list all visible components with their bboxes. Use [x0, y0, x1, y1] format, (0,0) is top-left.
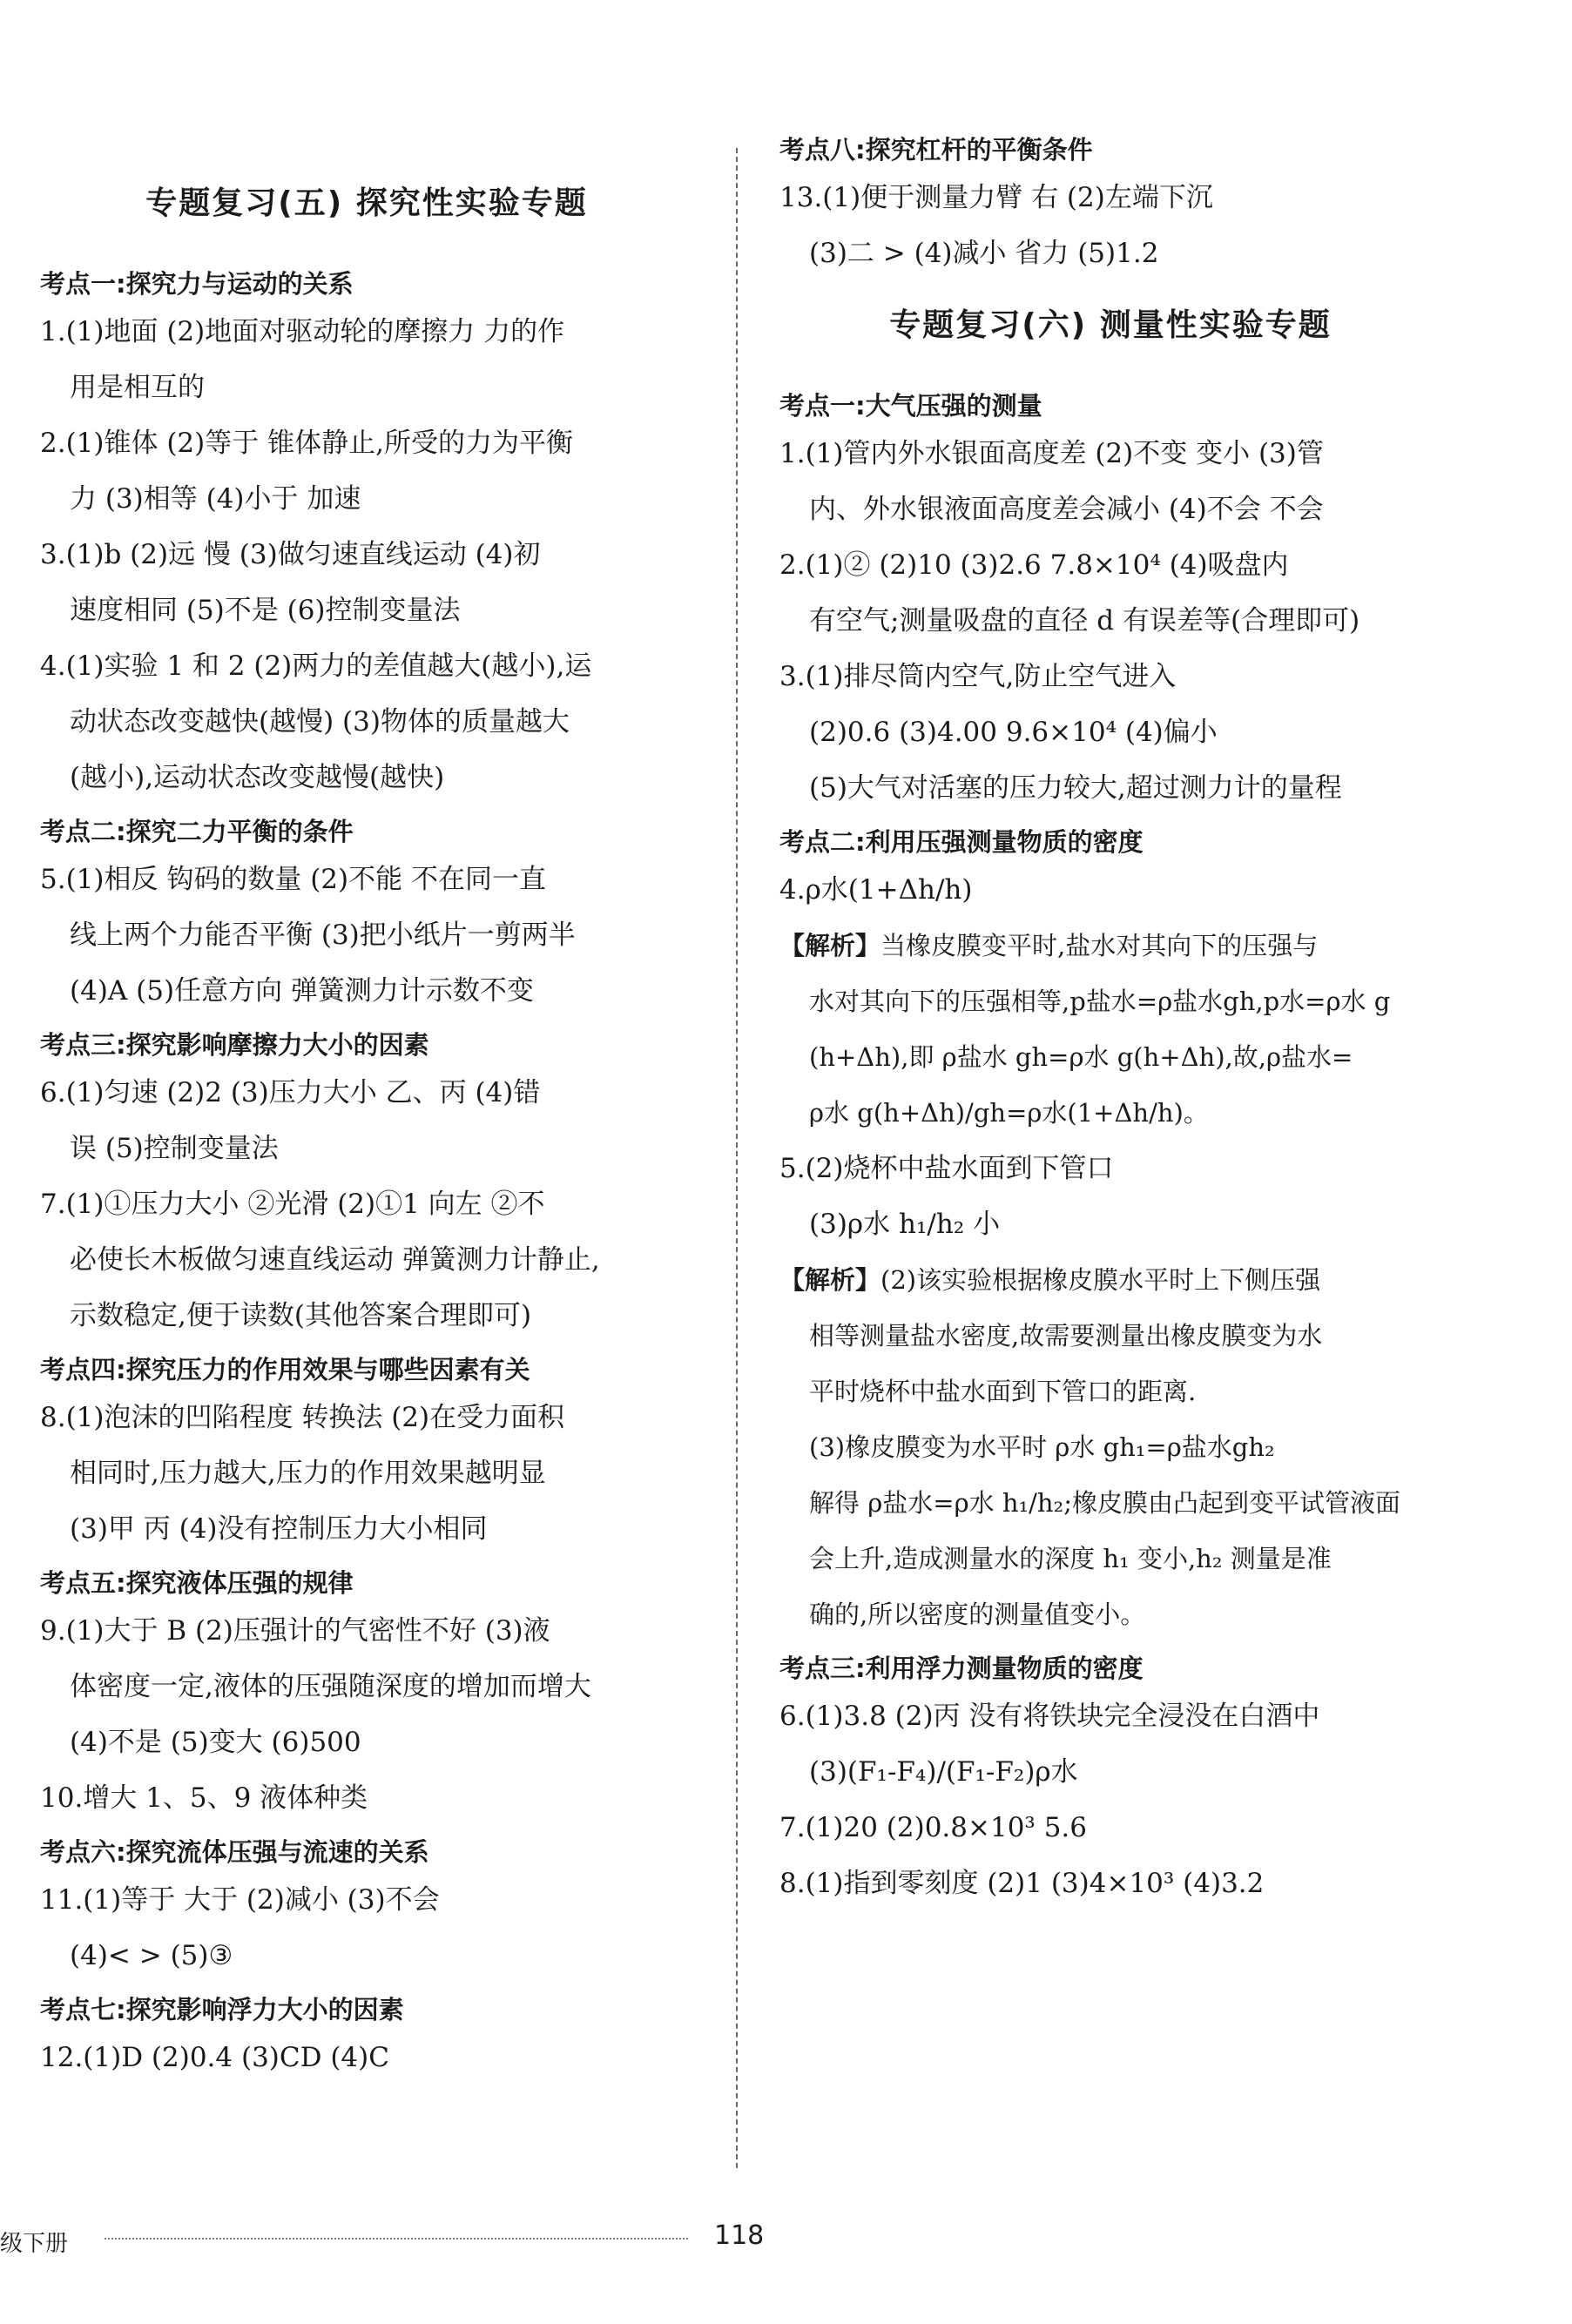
answer-continuation: (4)< > (5)③: [70, 1940, 233, 1971]
answer-continuation: 速度相同 (5)不是 (6)控制变量法: [70, 595, 461, 626]
answer-continuation: 内、外水银液面高度差会减小 (4)不会 不会: [809, 494, 1324, 525]
column-divider: [736, 148, 738, 2168]
answer-item: 5.(1)相反 钩码的数量 (2)不能 不在同一直: [40, 864, 546, 895]
answer-item: 7.(1)①压力大小 ②光滑 (2)①1 向左 ②不: [40, 1189, 545, 1220]
analysis-continuation: 确的,所以密度的测量值变小。: [809, 1600, 1146, 1629]
answer-continuation: 有空气;测量吸盘的直径 d 有误差等(合理即可): [809, 605, 1360, 637]
answer-item: 10.增大 1、5、9 液体种类: [40, 1782, 368, 1814]
analysis-continuation: 解得 ρ盐水=ρ水 h₁/h₂;橡皮膜由凸起到变平试管液面: [809, 1488, 1400, 1518]
page-number: 118: [714, 2220, 765, 2251]
analysis-continuation: 会上升,造成测量水的深度 h₁ 变小,h₂ 测量是准: [809, 1544, 1332, 1573]
answer-continuation: 误 (5)控制变量法: [70, 1133, 279, 1164]
section-heading: 考点八:探究杠杆的平衡条件: [779, 135, 1093, 165]
answer-item: 7.(1)20 (2)0.8×10³ 5.6: [779, 1812, 1088, 1843]
answer-item: 12.(1)D (2)0.4 (3)CD (4)C: [40, 2042, 389, 2073]
section-heading: 考点二:探究二力平衡的条件: [40, 817, 354, 846]
answer-continuation: (3)(F₁-F₄)/(F₁-F₂)ρ水: [809, 1756, 1078, 1788]
answer-item: 6.(1)匀速 (2)2 (3)压力大小 乙、丙 (4)错: [40, 1077, 541, 1108]
answer-continuation: (4)不是 (5)变大 (6)500: [70, 1727, 361, 1758]
section-heading: 考点一:大气压强的测量: [779, 391, 1042, 421]
answer-item: 5.(2)烧杯中盐水面到下管口: [779, 1153, 1114, 1184]
answer-item: 4.ρ水(1+Δh/h): [779, 874, 973, 906]
analysis-continuation: (3)橡皮膜变为水平时 ρ水 gh₁=ρ盐水gh₂: [809, 1432, 1275, 1462]
answer-item: 3.(1)排尽筒内空气,防止空气进入: [779, 661, 1177, 692]
section-heading: 考点三:利用浮力测量物质的密度: [779, 1654, 1144, 1683]
answer-continuation: (2)0.6 (3)4.00 9.6×10⁴ (4)偏小: [809, 717, 1218, 748]
right-content: [779, 387, 1441, 1911]
answer-continuation: 必使长木板做匀速直线运动 弹簧测力计静止,: [70, 1244, 600, 1276]
section-heading: 考点五:探究液体压强的规律: [40, 1568, 354, 1598]
analysis-continuation: (h+Δh),即 ρ盐水 gh=ρ水 g(h+Δh),故,ρ盐水=: [809, 1042, 1353, 1072]
answer-continuation: (3)二 > (4)减小 省力 (5)1.2: [809, 238, 1159, 269]
page-footer: [0, 2219, 1572, 2257]
section-heading: 考点三:探究影响摩擦力大小的因素: [40, 1030, 429, 1060]
answer-continuation: 动状态改变越快(越慢) (3)物体的质量越大: [70, 706, 570, 738]
answer-continuation: 示数稳定,便于读数(其他答案合理即可): [70, 1300, 532, 1331]
answer-item: 4.(1)实验 1 和 2 (2)两力的差值越大(越小),运: [40, 650, 592, 682]
analysis-continuation: ρ水 g(h+Δh)/gh=ρ水(1+Δh/h)。: [809, 1098, 1209, 1128]
analysis-text: (2)该实验根据橡皮膜水平时上下侧压强: [880, 1265, 1321, 1295]
answer-item: 9.(1)大于 B (2)压强计的气密性不好 (3)液: [40, 1615, 550, 1647]
analysis-continuation: 水对其向下的压强相等,p盐水=ρ盐水gh,p水=ρ水 g: [809, 987, 1391, 1016]
analysis-label: 【解析】: [779, 1265, 881, 1295]
book-label: 级下册: [0, 2231, 69, 2257]
answer-continuation: (5)大气对活塞的压力较大,超过测力计的量程: [809, 772, 1342, 804]
answer-item: 1.(1)管内外水银面高度差 (2)不变 变小 (3)管: [779, 438, 1324, 469]
footer-dotted-rule: [105, 2238, 688, 2240]
section-heading: 考点二:利用压强测量物质的密度: [779, 827, 1144, 857]
answer-item: 6.(1)3.8 (2)丙 没有将铁块完全浸没在白酒中: [779, 1701, 1320, 1732]
section-heading: 考点七:探究影响浮力大小的因素: [40, 1995, 404, 2024]
answer-continuation: 力 (3)相等 (4)小于 加速: [70, 483, 361, 515]
answer-item: 8.(1)指到零刻度 (2)1 (3)4×10³ (4)3.2: [779, 1868, 1265, 1899]
answer-item: 11.(1)等于 大于 (2)减小 (3)不会: [40, 1884, 440, 1916]
analysis-note: [779, 918, 1441, 973]
answer-continuation: 相同时,压力越大,压力的作用效果越明显: [70, 1458, 546, 1489]
analysis-continuation: 平时烧杯中盐水面到下管口的距离.: [809, 1377, 1197, 1406]
answer-item: 3.(1)b (2)远 慢 (3)做匀速直线运动 (4)初: [40, 539, 541, 570]
answer-continuation: (3)ρ水 h₁/h₂ 小: [809, 1209, 1001, 1240]
section-heading: 考点六:探究流体压强与流速的关系: [40, 1837, 429, 1867]
left-column: [40, 131, 693, 2085]
section-heading: 考点一:探究力与运动的关系: [40, 269, 354, 299]
analysis-text: 当橡皮膜变平时,盐水对其向下的压强与: [880, 931, 1319, 960]
answer-item: 13.(1)便于测量力臂 右 (2)左端下沉: [779, 182, 1213, 213]
analysis-continuation: 相等测量盐水密度,故需要测量出橡皮膜变为水: [809, 1321, 1323, 1351]
analysis-note: [779, 1252, 1441, 1308]
left-content: [40, 265, 693, 2085]
answer-continuation: (4)A (5)任意方向 弹簧测力计示数不变: [70, 975, 534, 1007]
answer-item: 2.(1)锥体 (2)等于 锥体静止,所受的力为平衡: [40, 428, 573, 459]
answer-item: 2.(1)② (2)10 (3)2.6 7.8×10⁴ (4)吸盘内: [779, 549, 1289, 581]
answer-continuation: 线上两个力能否平衡 (3)把小纸片一剪两半: [70, 919, 576, 951]
answer-item: 8.(1)泡沫的凹陷程度 转换法 (2)在受力面积: [40, 1402, 565, 1433]
answer-continuation: 用是相互的: [70, 372, 205, 403]
right-top-content: [779, 170, 1441, 281]
chapter-heading-6: 专题复习(六) 测量性实验专题: [889, 307, 1332, 343]
answer-continuation: 体密度一定,液体的压强随深度的增加而增大: [70, 1671, 591, 1702]
answer-item: 1.(1)地面 (2)地面对驱动轮的摩擦力 力的作: [40, 316, 565, 347]
answer-continuation: (3)甲 丙 (4)没有控制压力大小相同: [70, 1513, 488, 1545]
chapter-heading-5: 专题复习(五) 探究性实验专题: [145, 185, 588, 221]
right-column: [779, 131, 1441, 1911]
section-heading: 考点四:探究压力的作用效果与哪些因素有关: [40, 1355, 530, 1384]
answer-continuation: (越小),运动状态改变越慢(越快): [70, 762, 445, 793]
analysis-label: 【解析】: [779, 931, 881, 960]
